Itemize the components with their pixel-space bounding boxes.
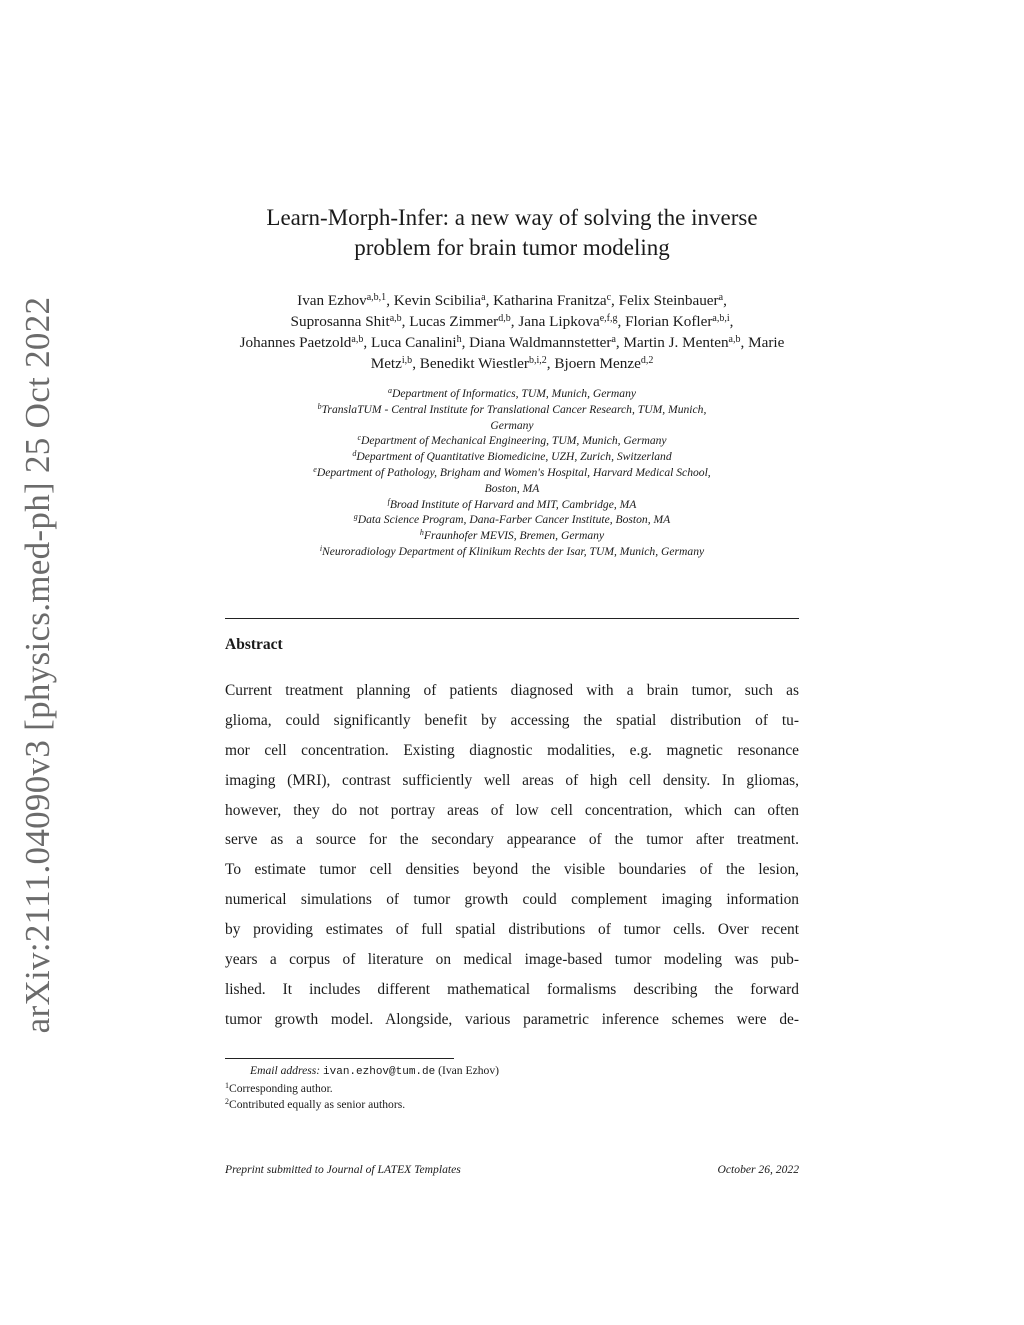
abstract-line: tumor growth model. Alongside, various parametric inference schemes were de- xyxy=(225,1010,799,1028)
footnote-1-mark: 1 xyxy=(225,1080,229,1090)
abstract-line: imaging (MRI), contrast sufficiently well areas of high cell density. In gliomas, xyxy=(225,771,799,789)
author xyxy=(291,313,402,330)
paper-title xyxy=(225,203,799,263)
abstract-line: years a corpus of literature on medical image-based tumor modeling was pub- xyxy=(225,951,799,969)
affiliation-text: Department of Pathology, Brigham and Women's Hospital, Harvard Medical School, xyxy=(316,465,711,479)
affiliation xyxy=(225,544,799,560)
author-list: Ivan Ezhov$^{a,b,1}$, Kevin Scibilia$^a$, Katharina Franitza$^c$, Felix Steinbauer$^a$, Suprosanna Shit$^{a,b}$, Lucas Zimmer$^{d,b}$, Jana Lipkova$^{e,f,g}$, Florian Kofler$^{a,b,i}$, Johannes Paetzold$^{a,b}$, Luca Canalini$^h$, Diana Waldmannstetter$^a$, Martin J. Menten$^{a,b}$, Marie Metz$^{i,b}$, Benedikt Wiestler$^{b,i,2}$, Bjoern Menze$^{d,2}$ xyxy=(239,292,785,372)
author xyxy=(554,355,653,372)
email-label: Email address: xyxy=(250,1064,321,1077)
abstract-line: glioma, could significantly benefit by accessing the spatial distribution of tu- xyxy=(225,711,799,729)
author xyxy=(619,292,723,309)
affiliation-mark: i xyxy=(319,543,323,553)
author-affiliation-mark: a,b,i xyxy=(712,313,730,324)
affiliation xyxy=(225,528,799,544)
abstract-line: Current treatment planning of patients diagnosed with a brain tumor, such as xyxy=(225,682,799,699)
author-name: Jana Lipkova xyxy=(518,313,600,330)
abstract-top-rule xyxy=(225,618,799,619)
abstract-line: lished. It includes different mathematical formalisms describing the forward xyxy=(225,980,799,998)
affiliation-text: Department of Mechanical Engineering, TUM, Munich, Germany xyxy=(361,434,667,448)
footnote-2 xyxy=(225,1097,799,1114)
author-affiliation-mark: i,b xyxy=(401,355,413,366)
author-name: Benedikt Wiestler xyxy=(419,355,529,372)
footnotes xyxy=(225,1063,799,1114)
author-name: Luca Canalini xyxy=(370,334,457,351)
author xyxy=(625,313,730,330)
footnote-1 xyxy=(225,1081,799,1098)
author-affiliation-mark: a xyxy=(481,292,486,303)
author-name: Marie Metz xyxy=(370,334,785,372)
author xyxy=(624,334,741,351)
affiliation-mark: g xyxy=(353,512,358,522)
abstract-heading: Abstract xyxy=(225,636,283,653)
author xyxy=(518,313,617,330)
author-name: Johannes Paetzold xyxy=(239,334,352,351)
author-name: Diana Waldmannstetter xyxy=(469,334,612,351)
title-line-2: problem for brain tumor modeling xyxy=(354,235,670,260)
arxiv-identifier-stamp: arXiv:2111.04090v3 [physics.med-ph] 25 Oct 2022 xyxy=(18,296,57,1034)
affiliation-text: Data Science Program, Dana-Farber Cancer Institute, Boston, MA xyxy=(357,513,671,527)
author-affiliation-mark: b,i,2 xyxy=(528,355,547,366)
author xyxy=(409,313,510,330)
author-affiliation-mark: a,b xyxy=(728,334,741,345)
affiliation-list xyxy=(225,386,799,560)
author-affiliation-mark: a xyxy=(718,292,724,303)
author-affiliation-mark: d,b xyxy=(498,313,511,324)
author-affiliation-mark: a xyxy=(611,334,616,345)
author-affiliation-mark: a,b xyxy=(389,313,402,324)
affiliation-text: Department of Quantitative Biomedicine, UZH, Zurich, Switzerland xyxy=(356,450,672,464)
author-name: Felix Steinbauer xyxy=(618,292,719,309)
author-affiliation-mark: h xyxy=(456,334,462,345)
affiliation-mark: b xyxy=(317,401,322,411)
author xyxy=(469,334,616,351)
abstract-line: To estimate tumor cell densities beyond the visible boundaries of the lesion, xyxy=(225,861,799,879)
author xyxy=(240,334,364,351)
email-owner: (Ivan Ezhov) xyxy=(438,1064,499,1077)
abstract-line: numerical simulations of tumor growth could complement imaging information xyxy=(225,891,799,909)
affiliation xyxy=(225,465,799,481)
author-name: Bjoern Menze xyxy=(554,355,641,372)
author xyxy=(297,292,386,309)
author-affiliation-mark: d,2 xyxy=(640,355,654,366)
author-affiliation-mark: a,b xyxy=(351,334,364,345)
author-name: Suprosanna Shit xyxy=(290,313,390,330)
affiliation-continuation: Boston, MA xyxy=(484,481,540,495)
author-name: Martin J. Menten xyxy=(623,334,729,351)
footnote-2-mark: 2 xyxy=(225,1097,229,1106)
author-name: Lucas Zimmer xyxy=(409,313,499,330)
affiliation-text: TranslaTUM - Central Institute for Translational Cancer Research, TUM, Munich, xyxy=(321,402,707,416)
affiliation xyxy=(225,497,799,513)
affiliation-text: Department of Informatics, TUM, Munich, Germany xyxy=(391,387,637,400)
footnote-email xyxy=(225,1063,799,1081)
email-address-link[interactable]: ivan.ezhov@tum.de xyxy=(323,1066,436,1078)
footer-date: October 26, 2022 xyxy=(717,1163,799,1176)
affiliation-mark: c xyxy=(357,433,361,443)
author-name: Ivan Ezhov xyxy=(297,292,367,309)
affiliation xyxy=(225,512,799,528)
affiliation xyxy=(225,449,799,465)
affiliation xyxy=(225,386,799,402)
affiliation-text: Broad Institute of Harvard and MIT, Cambridge, MA xyxy=(389,497,637,511)
author-affiliation-mark: c xyxy=(606,292,612,303)
abstract-line: mor cell concentration. Existing diagnostic modalities, e.g. magnetic resonance xyxy=(225,741,799,759)
author xyxy=(394,292,486,309)
footnote-2-text: Contributed equally as senior authors. xyxy=(229,1098,406,1111)
author xyxy=(420,355,547,372)
author-name: Katharina Franitza xyxy=(493,292,607,309)
affiliation-text: Fraunhofer MEVIS, Bremen, Germany xyxy=(423,529,605,543)
author-affiliation-mark: a,b,1 xyxy=(366,292,387,303)
author-name: Kevin Scibilia xyxy=(393,292,482,309)
affiliation xyxy=(225,402,799,418)
author xyxy=(371,334,462,351)
author-name: Florian Kofler xyxy=(625,313,713,330)
footnote-rule xyxy=(225,1058,454,1059)
author xyxy=(493,292,611,309)
abstract-body xyxy=(225,676,799,1035)
affiliation-mark: h xyxy=(419,528,424,538)
affiliation-mark: d xyxy=(352,449,357,459)
abstract-line: however, they do not portray areas of low cell concentration, which can often xyxy=(225,801,799,819)
abstract-line: by providing estimates of full spatial distributions of tumor cells. Over recent xyxy=(225,921,799,939)
author-affiliation-mark: e,f,g xyxy=(599,313,618,324)
abstract-line: serve as a source for the secondary appearance of the tumor after treatment. xyxy=(225,831,799,849)
affiliation-text: Neuroradiology Department of Klinikum Rechts der Isar, TUM, Munich, Germany xyxy=(322,544,705,558)
footnote-1-text: Corresponding author. xyxy=(229,1081,333,1095)
affiliation xyxy=(225,433,799,449)
affiliation-mark: f xyxy=(387,496,390,506)
affiliation-continuation: Germany xyxy=(490,418,534,432)
affiliation-mark: e xyxy=(313,464,317,474)
title-line-1: Learn-Morph-Infer: a new way of solving the inverse xyxy=(266,205,758,230)
affiliation-mark: a xyxy=(387,386,392,395)
footer-journal: Preprint submitted to Journal of LATEX Templates xyxy=(225,1163,461,1176)
